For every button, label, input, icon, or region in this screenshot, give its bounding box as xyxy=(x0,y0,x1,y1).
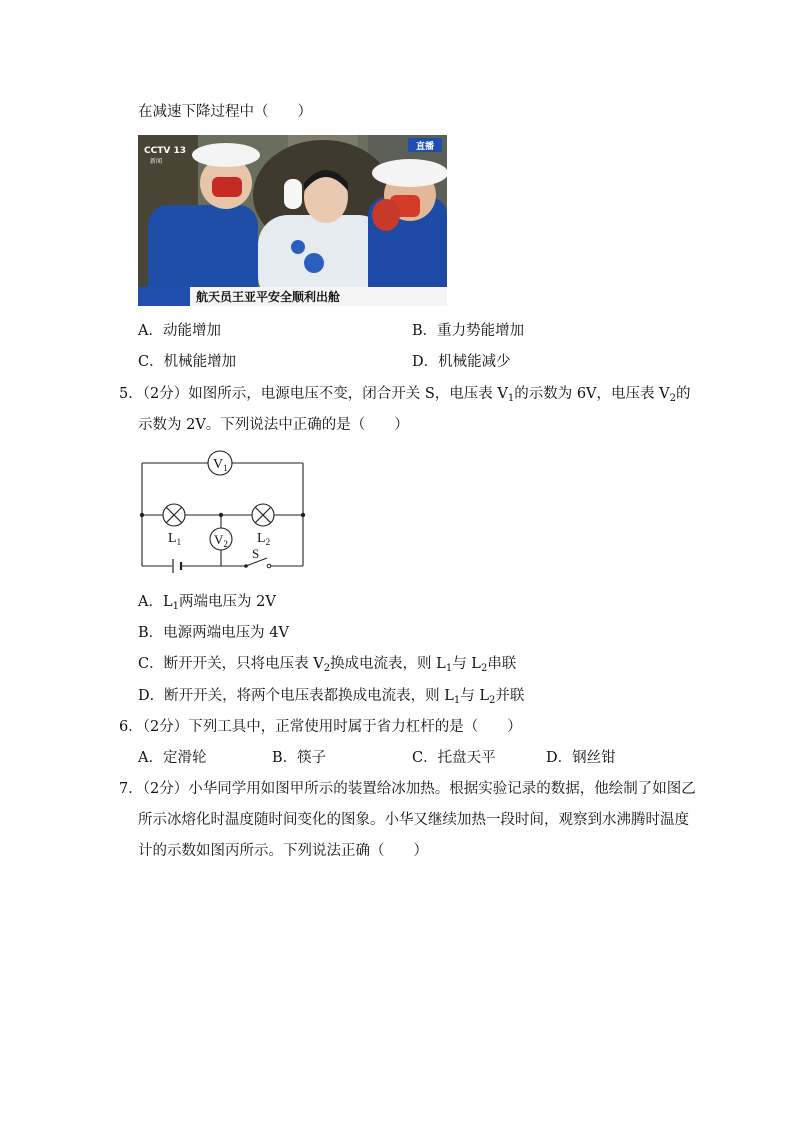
q5-sub: 2 xyxy=(669,393,676,404)
q6-option-b: B．筷子 xyxy=(272,750,327,766)
option-sub: 2 xyxy=(323,663,331,674)
q5-stem-text: 的示数为 6V，电压表 V xyxy=(514,386,670,402)
circuit-diagram xyxy=(136,450,311,575)
q7-stem-line1 xyxy=(119,779,696,799)
q6-number: 6． xyxy=(119,719,143,735)
q7-stem-line3: 计的示数如图丙所示。下列说法正确（ ） xyxy=(138,843,428,859)
q7-number: 7． xyxy=(119,781,143,797)
option-text: 串联 xyxy=(487,656,517,672)
l1-label: L xyxy=(168,531,177,546)
l2-subscript: 2 xyxy=(265,537,271,547)
option-sub: 2 xyxy=(480,663,488,674)
v2-subscript: 2 xyxy=(223,539,228,549)
option-text: 两端电压为 2V xyxy=(178,594,276,610)
v1-label: V xyxy=(213,457,224,472)
svg-text:L2 xyxy=(257,531,270,547)
live-badge: 直播 xyxy=(415,142,435,152)
option-sub: 1 xyxy=(172,601,179,612)
option-text: A．L xyxy=(138,594,173,610)
q6-score: （2分） xyxy=(142,719,189,735)
q6-option-a: A．定滑轮 xyxy=(138,750,207,766)
l2-label: L xyxy=(257,531,266,546)
q4-stem-continuation: 在减速下降过程中（ ） xyxy=(138,104,312,120)
q7-score: （2分） xyxy=(142,781,189,797)
v1-subscript: 1 xyxy=(223,463,228,473)
q4-option-c: C．机械能增加 xyxy=(138,354,237,370)
q4-option-b: B．重力势能增加 xyxy=(412,323,525,339)
q4-option-d: D．机械能减少 xyxy=(412,354,511,370)
q5-number: 5． xyxy=(119,386,143,402)
q5-score: （2分） xyxy=(142,386,189,402)
q6-option-d: D．钢丝钳 xyxy=(546,750,616,766)
option-text: 并联 xyxy=(495,688,525,704)
option-text: 与 L xyxy=(460,688,489,704)
q5-stem-text: 的 xyxy=(675,386,691,402)
photo-caption: 航天员王亚平安全顺利出舱 xyxy=(196,290,341,304)
svg-text:L1 xyxy=(168,531,181,547)
v2-label: V xyxy=(214,532,224,547)
q7-stem-text: 小华同学用如图甲所示的装置给冰加热。根据实验记录的数据，他绘制了如图乙 xyxy=(188,781,696,797)
option-text: 与 L xyxy=(452,656,481,672)
cctv-logo-sub: 新闻 xyxy=(150,158,163,165)
q5-sub: 1 xyxy=(507,393,515,404)
l1-subscript: 1 xyxy=(176,537,182,547)
q6-stem-text: 下列工具中，正常使用时属于省力杠杆的是（ ） xyxy=(188,719,522,735)
q5-option-a xyxy=(138,592,276,612)
q5-option-c xyxy=(138,654,516,674)
option-sub: 1 xyxy=(445,663,453,674)
q5-option-d xyxy=(138,686,524,706)
q7-stem-line2: 所示冰熔化时温度随时间变化的图象。小华又继续加热一段时间，观察到水沸腾时温度 xyxy=(138,812,689,828)
q6-stem xyxy=(119,717,522,737)
option-text: C．断开开关，只将电压表 V xyxy=(138,656,324,672)
astronaut-photo xyxy=(138,135,447,306)
cctv-logo: CCTV 13 xyxy=(144,146,186,156)
q5-stem-line1 xyxy=(119,384,690,404)
svg-text:V2 xyxy=(214,532,228,549)
option-sub: 1 xyxy=(453,695,461,706)
q5-option-b: B．电源两端电压为 4V xyxy=(138,625,289,641)
q6-option-c: C．托盘天平 xyxy=(412,750,496,766)
svg-text:V1 xyxy=(213,457,228,473)
switch-label: S xyxy=(252,546,260,561)
q4-option-a: A．动能增加 xyxy=(138,323,221,339)
option-text: D．断开开关，将两个电压表都换成电流表，则 L xyxy=(138,688,454,704)
q5-stem-text: 如图所示，电源电压不变，闭合开关 S，电压表 V xyxy=(188,386,508,402)
option-text: 换成电流表，则 L xyxy=(330,656,446,672)
q5-stem-line2: 示数为 2V。下列说法中正确的是（ ） xyxy=(138,417,409,433)
option-sub: 2 xyxy=(489,695,496,706)
